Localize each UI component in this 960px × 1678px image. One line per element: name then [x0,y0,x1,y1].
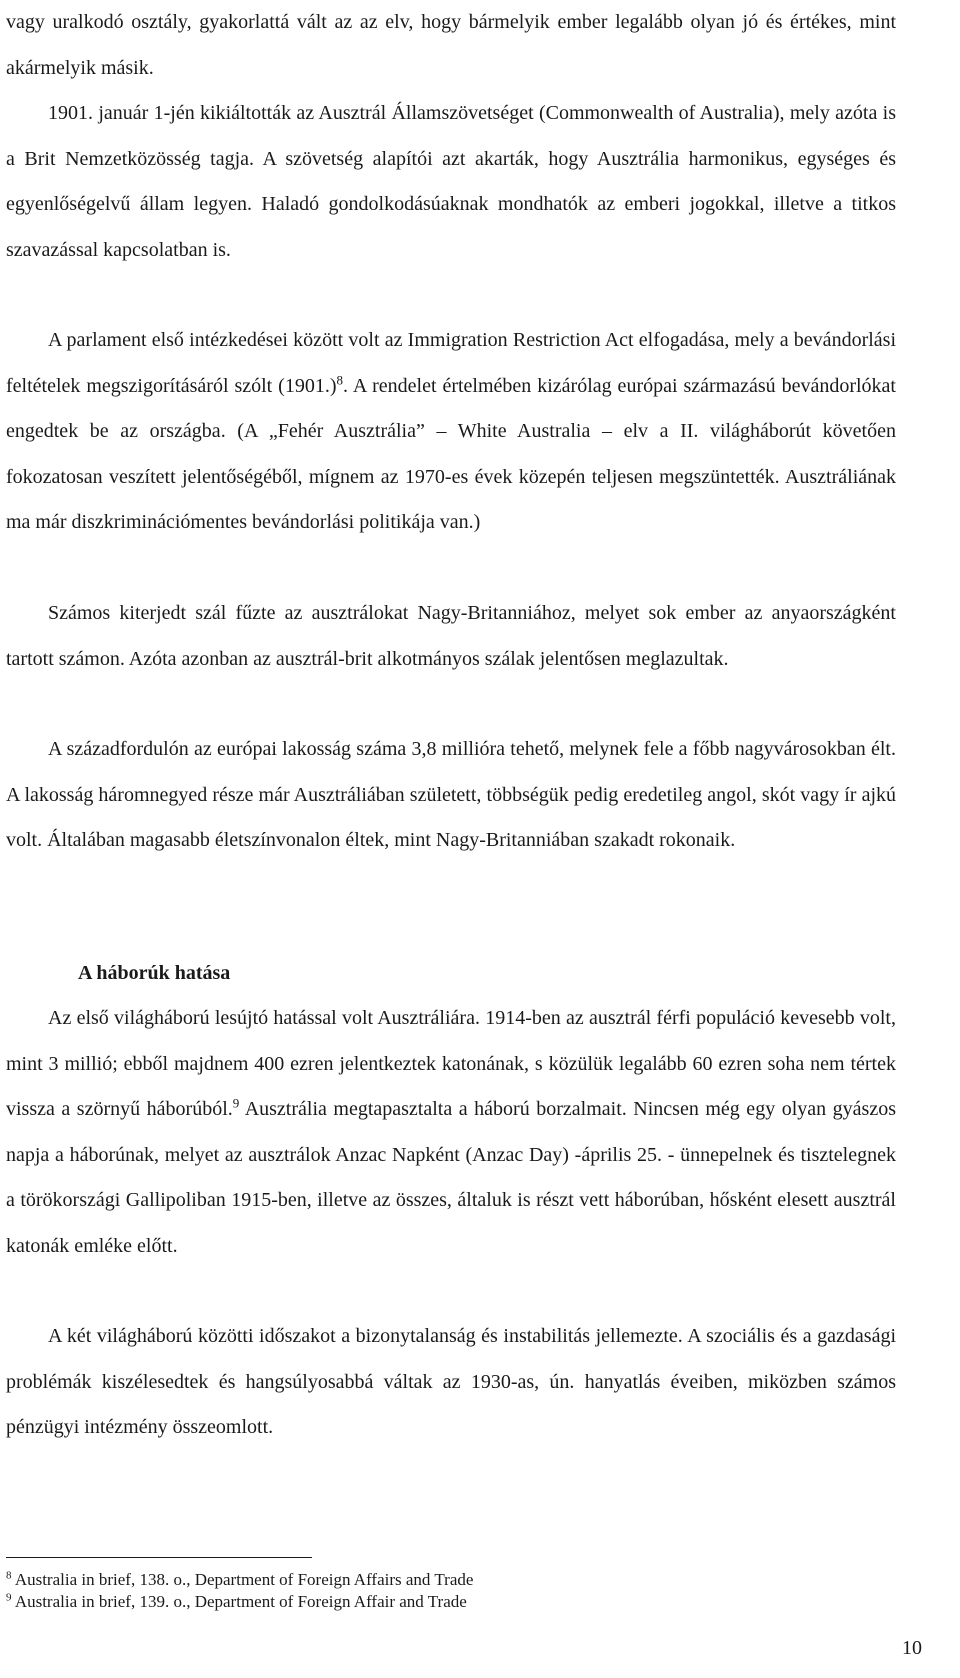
paragraph-britain-ties: Számos kiterjedt szál fűzte az ausztrálokat Nagy-Britanniához, melyet sok ember az anyaországként tartott számon. Azóta azonban az ausztrál-brit alkotmányos szálak jelentősen meglazultak. [6,602,896,670]
footnote-separator [6,1557,312,1558]
footnote-8 [6,1570,473,1590]
paragraph-immigration-act [6,318,896,546]
footnote-number: 8 [6,1569,12,1582]
paragraph-text: Ausztrália megtapasztalta a háború borzalmait. Nincsen még egy olyan gyászos napja a háborúnak, melyet az ausztrálok Anzac Napként (Anzac Day) -április 25. - ünnepelnek és tisztelegnek a törökországi Gallipoliban 1915-ben, illetve az összes, általuk is részt vett háborúban, hősként elesett ausztrál katonák emléke előtt. [6,1098,896,1257]
footnote-reference-8: 8 [336,371,343,387]
footnote-text: Australia in brief, 139. o., Department of Foreign Affair and Trade [14,1592,467,1611]
paragraph-text: . A rendelet értelmében kizárólag európai származású bevándorlókat engedtek be az országba. (A „Fehér Ausztrália” – White Australia – elv a II. világháborút követően fokozatosan veszített jelentőségéből, mígnem az 1970-es évek közepén teljesen megszüntették. Ausztráliának ma már diszkriminációmentes bevándorlási politikája van.) [6,374,896,533]
paragraph-population: A századfordulón az európai lakosság száma 3,8 millióra tehető, melynek fele a főbb nagyvárosokban élt. A lakosság háromnegyed része már Ausztráliában született, többségük pedig eredetileg angol, skót vagy ír ajkú volt. Általában magasabb életszínvonalon éltek, mint Nagy-Britanniában szakadt rokonaik. [6,738,896,851]
footnote-number: 9 [6,1591,12,1604]
paragraph-continuation: vagy uralkodó osztály, gyakorlattá vált az az elv, hogy bármelyik ember legalább olyan jó és értékes, mint akármelyik másik. [6,11,896,79]
paragraph-text: A parlament első intézkedései között volt az Immigration Restriction Act elfogadása, mely a bevándorlási feltételek megszigorításáról szólt (1901.) [6,329,896,397]
paragraph-commonwealth: 1901. január 1-jén kikiáltották az Ausztrál Államszövetséget (Commonwealth of Australia), mely azóta is a Brit Nemzetközösség tagja. A szövetség alapítói azt akarták, hogy Ausztrália harmonikus, egységes és egyenlőségelvű állam legyen. Haladó gondolkodásúaknak mondhatók az emberi jogokkal, illetve a titkos szavazással kapcsolatban is. [6,102,896,261]
footnote-9 [6,1592,467,1612]
footnote-text: Australia in brief, 138. o., Department of Foreign Affairs and Trade [14,1570,474,1589]
section-heading: A háborúk hatása [78,962,231,984]
paragraph-interwar: A két világháború közötti időszakot a bizonytalanság és instabilitás jellemezte. A szociális és a gazdasági problémák kiszélesedtek és hangsúlyosabbá váltak az 1930-as, ún. hanyatlás éveiben, miközben számos pénzügyi intézmény összeomlott. [6,1325,896,1438]
footnote-reference-9: 9 [232,1095,240,1111]
paragraph-world-war [6,996,896,1269]
page-number: 10 [902,1637,922,1659]
paragraph-text: Az első világháború lesújtó hatással volt Ausztráliára. 1914-ben az ausztrál férfi populáció kevesebb volt, mint 3 millió; ebből majdnem 400 ezren jelentkeztek katonának, s közülük legalább 60 ezren soha nem tértek vissza a szörnyű háborúból. [6,1007,896,1120]
